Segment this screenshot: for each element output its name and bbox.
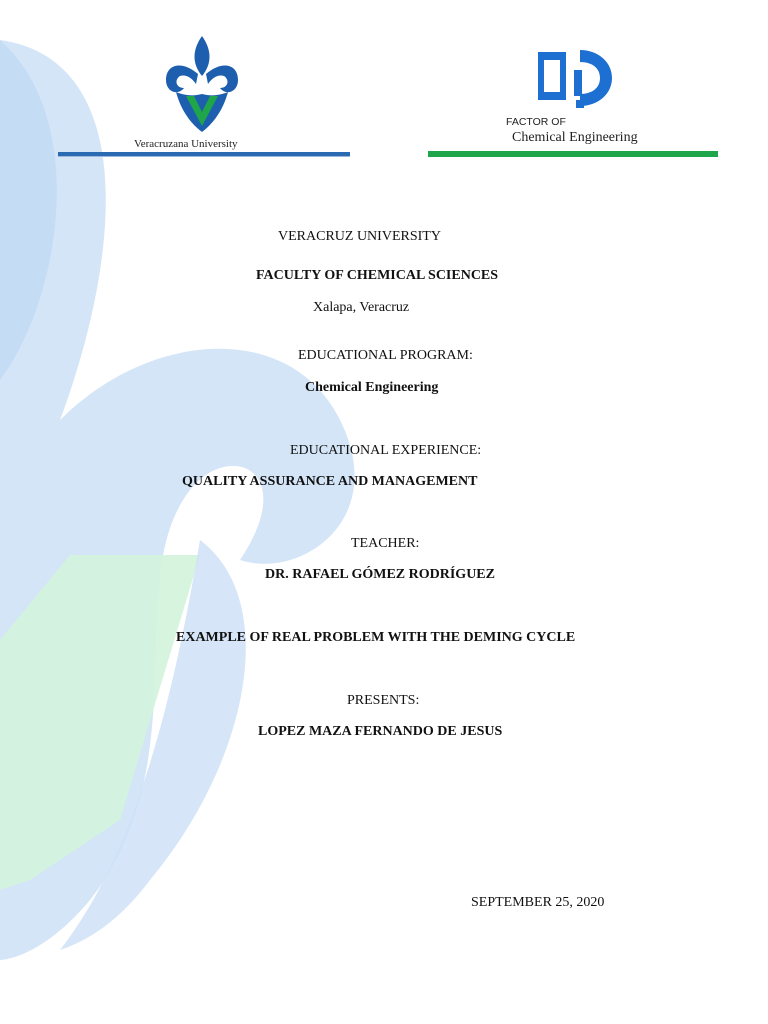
program-name: Chemical Engineering	[305, 380, 439, 395]
location: Xalapa, Veracruz	[313, 300, 410, 315]
university-name: VERACRUZ UNIVERSITY	[278, 229, 441, 244]
blue-rule	[58, 152, 350, 156]
uv-caption: Veracruzana University	[134, 138, 238, 150]
uv-flame-logo-icon	[162, 34, 242, 134]
date: SEPTEMBER 25, 2020	[471, 895, 605, 910]
faculty-header	[428, 40, 718, 160]
author-name: LOPEZ MAZA FERNANDO DE JESUS	[258, 724, 503, 739]
faculty-name: FACULTY OF CHEMICAL SCIENCES	[256, 268, 499, 283]
experience-name: QUALITY ASSURANCE AND MANAGEMENT	[182, 474, 478, 489]
program-label: EDUCATIONAL PROGRAM:	[298, 348, 473, 363]
fcq-caption-small: FACTOR OF	[506, 116, 566, 128]
fcq-logo-icon	[536, 44, 614, 110]
experience-label: EDUCATIONAL EXPERIENCE:	[290, 443, 482, 458]
fcq-caption-large: Chemical Engineering	[512, 130, 638, 145]
work-title: EXAMPLE OF REAL PROBLEM WITH THE DEMING CYCLE	[176, 630, 576, 645]
university-header	[58, 30, 350, 160]
green-rule	[428, 151, 718, 157]
teacher-label: TEACHER:	[351, 536, 420, 551]
teacher-name: DR. RAFAEL GÓMEZ RODRÍGUEZ	[265, 567, 495, 582]
presents-label: PRESENTS:	[347, 693, 420, 708]
